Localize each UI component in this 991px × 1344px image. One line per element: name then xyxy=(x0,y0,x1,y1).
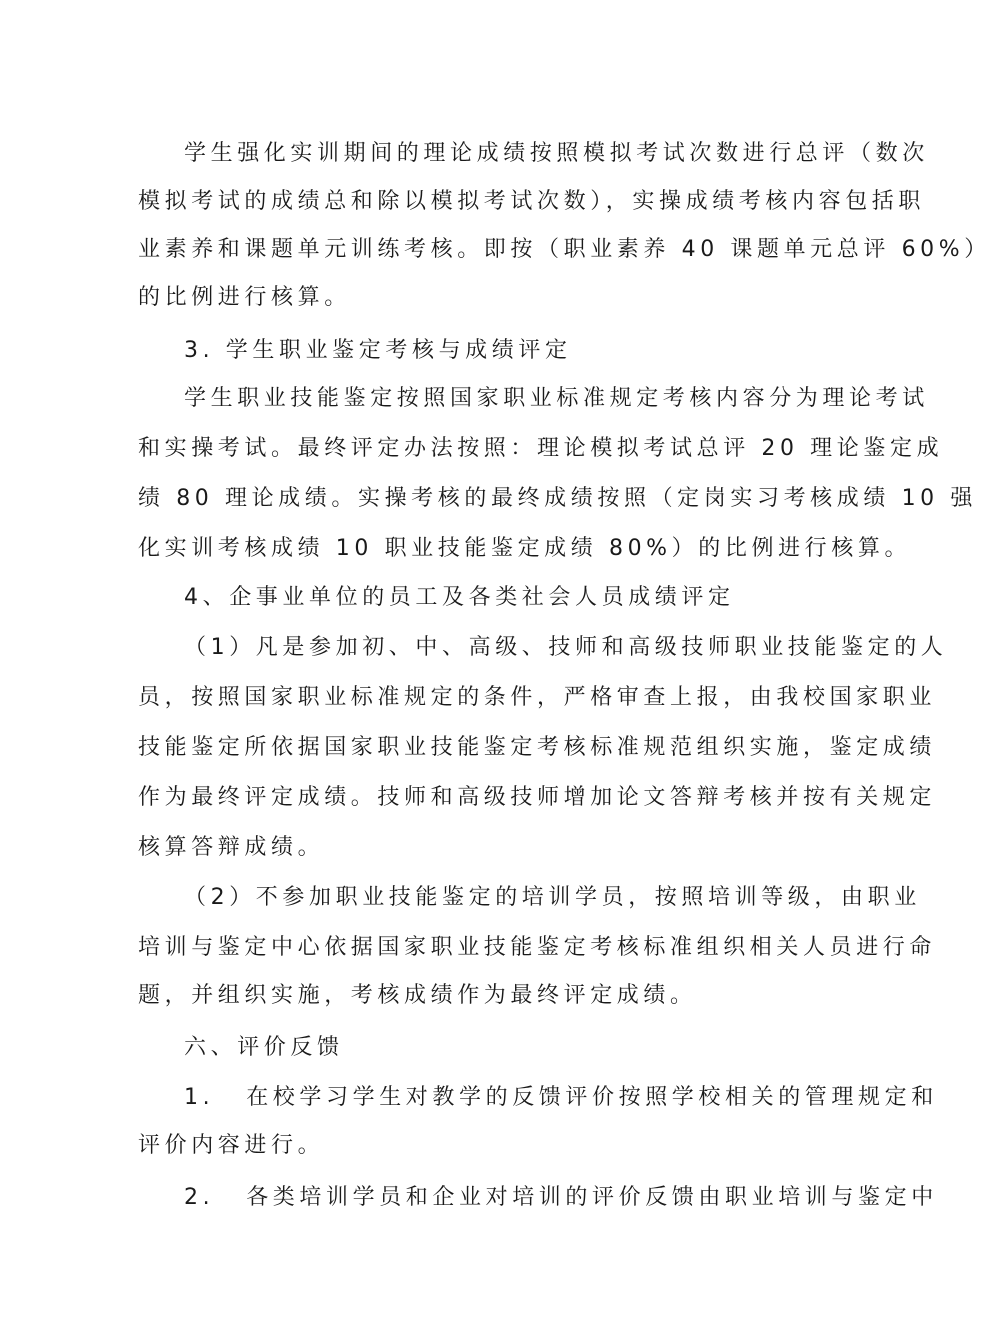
list-text: 各类培训学员和企业对培训的评价反馈由职业培训与鉴定中 xyxy=(246,1185,938,1210)
paragraph-line: 绩 80 理论成绩。实操考核的最终成绩按照（定岗实习考核成绩 10 强 xyxy=(138,486,977,511)
paragraph-line: （1）凡是参加初、中、高级、技师和高级技师职业技能鉴定的人 xyxy=(184,635,948,660)
list-number: 1. xyxy=(184,1085,215,1110)
list-item xyxy=(184,1072,938,1124)
paragraph-line: 学生职业技能鉴定按照国家职业标准规定考核内容分为理论考试 xyxy=(184,386,929,411)
paragraph-line: 和实操考试。最终评定办法按照：理论模拟考试总评 20 理论鉴定成 xyxy=(138,436,944,461)
paragraph-line: 的比例进行核算。 xyxy=(138,285,351,310)
section-heading: 4、企事业单位的员工及各类社会人员成绩评定 xyxy=(184,585,735,610)
paragraph-line: 模拟考试的成绩总和除以模拟考试次数），实操成绩考核内容包括职 xyxy=(138,189,926,214)
paragraph-line: 业素养和课题单元训练考核。即按（职业素养 40 课题单元总评 60%） xyxy=(138,237,991,262)
paragraph-line: 作为最终评定成绩。技师和高级技师增加论文答辩考核并按有关规定 xyxy=(138,785,937,810)
list-number: 2. xyxy=(184,1185,215,1210)
paragraph-line: 化实训考核成绩 10 职业技能鉴定成绩 80%）的比例进行核算。 xyxy=(138,536,912,561)
list-text: 在校学习学生对教学的反馈评价按照学校相关的管理规定和 xyxy=(246,1085,938,1110)
paragraph-line: 培训与鉴定中心依据国家职业技能鉴定考核标准组织相关人员进行命 xyxy=(138,935,937,960)
section-heading: 六、评价反馈 xyxy=(184,1035,344,1060)
paragraph-line: 员，按照国家职业标准规定的条件，严格审查上报，由我校国家职业 xyxy=(138,685,937,710)
paragraph-line: 学生强化实训期间的理论成绩按照模拟考试次数进行总评（数次 xyxy=(184,141,929,166)
list-item xyxy=(184,1172,938,1224)
section-heading: 3. 学生职业鉴定考核与成绩评定 xyxy=(184,338,572,363)
paragraph-line: 题，并组织实施，考核成绩作为最终评定成绩。 xyxy=(138,983,697,1008)
paragraph-line: 评价内容进行。 xyxy=(138,1133,325,1158)
paragraph-line: 技能鉴定所依据国家职业技能鉴定考核标准规范组织实施，鉴定成绩 xyxy=(138,735,937,760)
paragraph-line: （2）不参加职业技能鉴定的培训学员，按照培训等级，由职业 xyxy=(184,885,921,910)
paragraph-line: 核算答辩成绩。 xyxy=(138,835,325,860)
